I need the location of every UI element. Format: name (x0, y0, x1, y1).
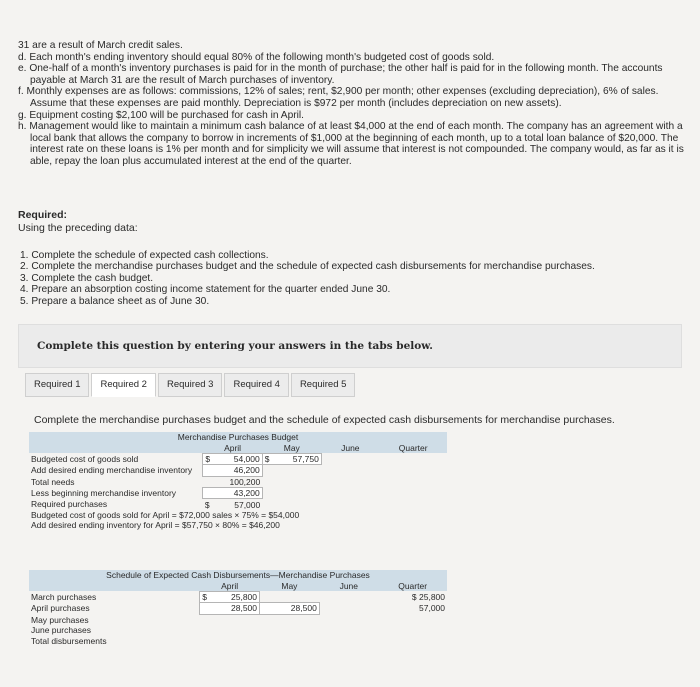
problem-line: f. Monthly expenses are as follows: commissions, 12% of sales; rent, $2,900 per month; other expenses (excluding depreciation), 6% of sales. Assume that these expenses are paid monthly. Depreciation is $972 per month (includes depreciation on new assets). (18, 86, 659, 109)
instruction-banner (18, 324, 682, 368)
april-beginning-inventory-input[interactable]: 43,200 (203, 487, 262, 498)
table-row (29, 625, 447, 635)
col-quarter: Quarter (378, 580, 447, 591)
row-label: Total needs (31, 476, 75, 487)
april-purchases-quarter: 57,000 (419, 603, 445, 614)
required-subheading: Using the preceding data: (18, 222, 138, 234)
explanation-note: Budgeted cost of goods sold for April = $72,000 sales × 75% = $54,000 (31, 509, 300, 520)
col-april: April (203, 442, 262, 453)
col-quarter: Quarter (379, 442, 447, 453)
table-row (29, 465, 447, 476)
required-item: 5. Prepare a balance sheet as of June 30. (20, 295, 210, 307)
row-label: June purchases (31, 625, 92, 636)
required-item: 3. Complete the cash budget. (20, 272, 154, 284)
row-label: Required purchases (31, 499, 108, 510)
table-row (29, 476, 447, 487)
table-row (29, 499, 447, 510)
tab-required-3[interactable]: Required 3 (158, 373, 222, 397)
tab-required-1[interactable]: Required 1 (25, 373, 89, 397)
merchandise-purchases-budget (29, 432, 447, 531)
col-may: May (260, 580, 320, 591)
tab-required-5[interactable]: Required 5 (291, 373, 355, 397)
april-cogs-input[interactable]: $ 54,000 (203, 453, 262, 464)
march-purchases-april-input[interactable]: $ 25,800 (200, 591, 260, 602)
table-row (29, 487, 447, 498)
tab-required-2[interactable]: Required 2 (91, 373, 155, 397)
banner-text: Complete this question by entering your answers in the tabs below. (37, 340, 433, 352)
table-row (29, 614, 447, 625)
problem-line: d. Each month's ending inventory should equal 80% of the following month's budgeted cost of goods sold. (18, 51, 495, 63)
problem-line: e. One-half of a month's inventory purchases is paid for in the month of purchase; the other half is paid for in the following month. The accounts payable at March 31 are the result of March purchases of inventory. (18, 63, 663, 86)
row-label: Add desired ending merchandise inventory (31, 465, 193, 476)
problem-line: h. Management would like to maintain a minimum cash balance of at least $4,000 at the end of each month. The company has an agreement with a local bank that allows the company to borrow in increments of $1,000 at the beginning of each month, up to a total loan balance of $20,000. The interest rate on these loans is 1% per month and for simplicity we will assume that interest is not compounded. The company would, as far as it is able, repay the loan plus accumulated interest at the end of the quarter. (18, 121, 684, 167)
required-item: 1. Complete the schedule of expected cash collections. (20, 250, 269, 261)
march-purchases-quarter: $ 25,800 (411, 591, 445, 602)
problem-line: g. Equipment costing $2,100 will be purchased for cash in April. (18, 109, 304, 121)
problem-text (18, 40, 688, 168)
required-heading: Required: (18, 209, 68, 221)
april-required-purchases: $ 57,000 (204, 499, 261, 510)
april-purchases-may-input[interactable]: 28,500 (260, 603, 320, 614)
problem-line: 31 are a result of March credit sales. (18, 40, 183, 51)
table-row (29, 603, 447, 614)
col-april: April (200, 580, 260, 591)
april-ending-inventory-input[interactable]: 46,200 (203, 465, 262, 476)
col-june: June (319, 580, 378, 591)
required-item: 4. Prepare an absorption costing income statement for the quarter ended June 30. (20, 284, 391, 296)
table-row (29, 453, 447, 464)
row-label: April purchases (31, 603, 90, 614)
april-total-needs: 100,200 (229, 476, 261, 487)
april-purchases-april-input[interactable]: 28,500 (200, 603, 260, 614)
table-row (29, 635, 447, 645)
explanation-note: Add desired ending inventory for April = $57,750 × 80% = $46,200 (31, 520, 280, 531)
disbursements-title: Schedule of Expected Cash Disbursements—Merchandise Purchases (29, 570, 447, 580)
row-label: Budgeted cost of goods sold (31, 453, 139, 464)
required-list (20, 250, 595, 307)
tab-required-4[interactable]: Required 4 (224, 373, 288, 397)
row-label: Less beginning merchandise inventory (31, 488, 177, 499)
may-cogs-input[interactable]: $ 57,750 (262, 453, 321, 464)
tab-instruction: Complete the merchandise purchases budget and the schedule of expected cash disbursements for merchandise purchases. (34, 414, 615, 426)
required-tabs (25, 373, 357, 397)
row-label: March purchases (31, 591, 97, 602)
table-row (29, 591, 447, 602)
budget-title: Merchandise Purchases Budget (29, 432, 447, 442)
required-item: 2. Complete the merchandise purchases budget and the schedule of expected cash disbursements for merchandise purchases. (20, 261, 595, 273)
cash-disbursements-schedule (29, 570, 447, 646)
col-june: June (321, 442, 379, 453)
row-label: Total disbursements (31, 635, 107, 646)
col-may: May (262, 442, 321, 453)
row-label: May purchases (31, 614, 89, 625)
